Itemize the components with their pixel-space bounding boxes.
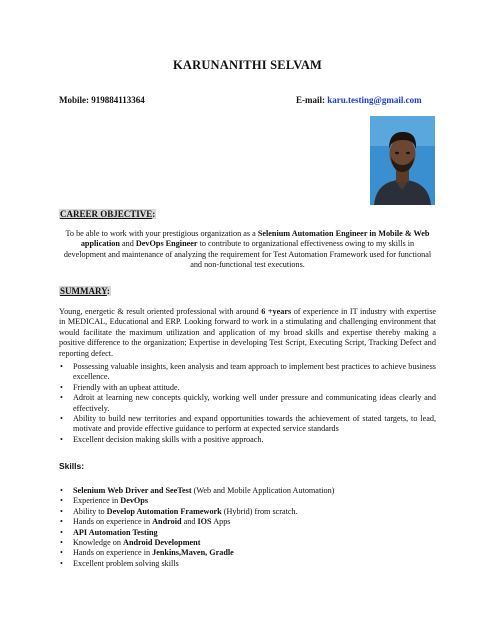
mobile-label: Mobile: [59,95,92,105]
summary-heading: SUMMARY: [60,286,110,296]
career-objective-heading: CAREER OBJECTIVE: [60,209,156,219]
list-item: • API Automation Testing [60,527,158,537]
email-label: E-mail: [296,95,328,105]
email-link[interactable]: karu.testing@gmail.com [327,95,422,105]
list-item: • Possessing valuable insights, keen analysis and team approach to implement best practices to achieve business excellence. [60,362,436,382]
list-item: • Knowledge on Android Development [60,538,201,548]
career-objective-title: CAREER OBJECTIVE [60,209,153,219]
career-objective-text: To be able to work with your prestigious organization as a Selenium Automation Engineer in Mobile & Web application and DevOps Engineer to contribute to organizational effectiveness owing to my skills in development and maintenance of analyzing the requirement for Test Automation Framework used for functional and non-functional test executions. [63,229,432,270]
list-item: • Hands on experience in Jenkins,Maven, Gradle [60,548,234,558]
list-item: • Ability to build new territories and expand opportunities towards the achievement of stated targets, to lead, motivate and provide effective guidance to perform at expected service standards [60,414,436,434]
summary-bullets [59,362,436,445]
list-item: • Adroit at learning new concepts quickly, working well under pressure and communicating ideas clearly and effectively. [60,393,436,413]
list-item: • Hands on experience in Android and IOS Apps [60,517,231,527]
skills-list [59,486,436,569]
list-item: • Excellent decision making skills with a positive approach. [60,434,264,444]
mobile-line [59,95,145,105]
summary-paragraph: Young, energetic & result oriented professional with around 6 +years of experience in IT industry with expertise in MEDICAL, Educational and ERP. Looking forward to work in a stimulating and challenging environment that would facilitate the maximum utilization and application of my broad skills and expertise thereby making a positive difference to the organization; Expertise in developing Test Script, Executing Script, Tracking Defect and reporting defect. [59,307,437,358]
portrait-image [370,116,435,205]
summary-title: SUMMARY [60,286,107,296]
skills-title: Skills [59,461,82,471]
list-item: • Selenium Web Driver and SeeTest (Web and Mobile Application Automation) [60,486,335,495]
profile-photo [370,116,435,205]
list-item: • Friendly with an upbeat attitude. [60,382,180,392]
candidate-name: KARUNANITHI SELVAM [172,58,323,72]
skills-heading: Skills: [59,461,85,471]
list-item: • Ability to Develop Automation Framework (Hybrid) from scratch. [60,506,298,516]
mobile-number: 919884113364 [91,95,145,105]
list-item: • Excellent problem solving skills [60,558,179,568]
list-item: • Experience in DevOps [60,496,149,506]
email-line [296,95,422,105]
